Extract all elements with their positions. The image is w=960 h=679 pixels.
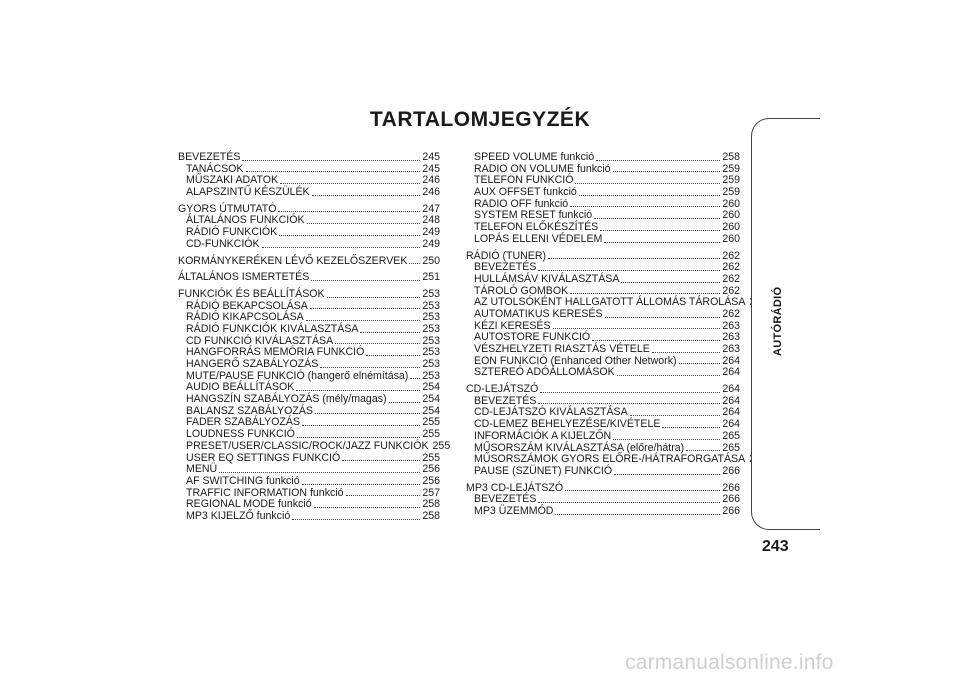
toc-sub-entry[interactable] [178, 359, 440, 371]
toc-entry-label: TANÁCSOK [186, 162, 244, 175]
toc-entry-page: 264 [722, 406, 740, 419]
toc-entry-page: 245 [422, 162, 440, 175]
toc-leader-dots [219, 472, 420, 473]
toc-leader-dots [605, 317, 721, 318]
toc-entry-label: TÁROLÓ GOMBOK [474, 284, 569, 297]
toc-entry-page: 253 [422, 299, 440, 312]
toc-sub-entry[interactable] [466, 466, 740, 478]
toc-entry-page: 251 [422, 271, 440, 284]
toc-entry-page: 258 [422, 509, 440, 522]
toc-entry-label: CD FUNKCIÓ KIVÁLASZTÁSA [186, 334, 334, 347]
toc-entry-label: SZTEREÓ ADÓÁLLOMÁSOK [474, 366, 615, 379]
toc-leader-dots [596, 160, 720, 161]
toc-leader-dots [630, 415, 721, 416]
toc-leader-dots [302, 484, 421, 485]
toc-entry-label: AUTOSTORE FUNKCIÓ [474, 331, 591, 344]
toc-entry-label: REGIONAL MODE funkció [186, 498, 312, 511]
toc-entry-page: 253 [422, 334, 440, 347]
toc-entry-page: 253 [422, 358, 440, 370]
toc-entry-label: BALANSZ SZABÁLYOZÁS [186, 404, 313, 417]
toc-entry-page: 253 [422, 287, 440, 300]
toc-entry-page: 246 [422, 186, 440, 199]
toc-entry-label: AZ UTOLSÓKÉNT HALLGATOTT ÁLLOMÁS TÁROLÁSA [474, 296, 746, 309]
toc-sub-entry[interactable] [466, 344, 740, 356]
section-tab-label: AUTÓRÁDIÓ [772, 286, 784, 356]
toc-entry-page: 264 [722, 394, 740, 407]
toc-entry-label: TELEFON FUNKCIÓ [474, 174, 574, 187]
toc-entry-label: TRAFFIC INFORMATION funkció [186, 486, 344, 499]
toc-leader-dots [409, 263, 420, 264]
toc-entry-label: BEVEZETÉS [474, 261, 537, 274]
toc-entry-page: 250 [422, 254, 440, 267]
toc-leader-dots [592, 340, 720, 341]
toc-entry-page: 253 [422, 322, 440, 335]
toc-entry-page: 247 [422, 202, 440, 215]
toc-entry-page: 264 [722, 354, 740, 367]
toc-section-entry[interactable] [178, 272, 440, 284]
toc-entry-page: 249 [422, 226, 440, 239]
toc-section-entry[interactable] [178, 152, 440, 164]
toc-entry-label: AF SWITCHING funkció [186, 474, 300, 487]
toc-entry-label: MŰSORSZÁMOK GYORS ELŐRE-/HÁTRAFORGATÁSA [474, 453, 746, 466]
toc-leader-dots [553, 328, 721, 329]
page-title: TARTALOMJEGYZÉK [369, 108, 591, 131]
toc-entry-page: 263 [722, 331, 740, 344]
toc-sub-entry[interactable] [466, 187, 740, 199]
toc-leader-dots [570, 293, 720, 294]
toc-entry-label: VÉSZHELYZETI RIASZTÁS VÉTELE [474, 343, 650, 355]
toc-sub-entry[interactable] [178, 239, 440, 251]
toc-leader-dots [662, 427, 720, 428]
toc-sub-entry[interactable] [466, 152, 740, 164]
toc-sub-entry[interactable] [466, 274, 740, 286]
toc-leader-dots [280, 183, 420, 184]
toc-sub-entry[interactable] [178, 511, 440, 523]
toc-leader-dots [360, 332, 420, 333]
toc-entry-page: 246 [422, 174, 440, 187]
toc-entry-page: 263 [722, 343, 740, 355]
toc-entry-label: FADER SZABÁLYOZÁS [186, 416, 301, 429]
toc-leader-dots [613, 439, 720, 440]
toc-leader-dots [310, 308, 420, 309]
toc-entry-page: 262 [722, 249, 740, 262]
toc-entry-label: HANGFORRÁS MEMÓRIA FUNKCIÓ [186, 346, 365, 359]
toc-sub-entry[interactable] [466, 506, 740, 518]
toc-section-entry[interactable] [466, 384, 740, 396]
toc-leader-dots [292, 519, 420, 520]
toc-entry-page: 254 [422, 381, 440, 394]
toc-entry-page: 259 [722, 174, 740, 187]
toc-entry-label: USER EQ SETTINGS FUNKCIÓ [186, 451, 341, 464]
toc-right-column [466, 151, 746, 518]
toc-leader-dots [315, 413, 420, 414]
toc-entry-label: PRESET/USER/CLASSIC/ROCK/JAZZ FUNKCIÓK [186, 439, 429, 452]
toc-leader-dots [686, 450, 720, 451]
toc-leader-dots [679, 363, 721, 364]
toc-leader-dots [538, 403, 720, 404]
toc-leader-dots [579, 195, 720, 196]
toc-entry-page: 264 [722, 418, 740, 431]
toc-leader-dots [312, 195, 421, 196]
toc-leader-dots [389, 402, 421, 403]
toc-entry-page: 255 [422, 451, 440, 464]
toc-leader-dots [614, 474, 720, 475]
toc-entry-page: 255 [432, 439, 451, 452]
toc-entry-page: 266 [722, 504, 740, 517]
toc-entry-page: 262 [722, 284, 740, 297]
toc-leader-dots [342, 460, 420, 461]
toc-entry-label: TELEFON ELŐKÉSZÍTÉS [474, 221, 599, 234]
toc-entry-label: HANGSZÍN SZABÁLYOZÁS (mély/magas) [186, 393, 387, 406]
toc-leader-dots [296, 390, 420, 391]
toc-leader-dots [307, 223, 421, 224]
toc-entry-label: PAUSE (SZÜNET) FUNKCIÓ [474, 464, 613, 477]
toc-entry-label: LOPÁS ELLENI VÉDELEM [474, 232, 603, 245]
toc-section-entry[interactable] [178, 256, 440, 268]
toc-entry-label: MP3 ÜZEMMÓD [474, 504, 554, 517]
toc-entry-label: RÁDIÓ FUNKCIÓK [186, 226, 278, 239]
toc-entry-label: MP3 CD-LEJÁTSZÓ [466, 481, 564, 494]
toc-entry-page: 262 [722, 307, 740, 320]
toc-entry-label: KÉZI KERESÉS [474, 319, 551, 332]
toc-entry-page: 256 [422, 463, 440, 476]
toc-leader-dots [262, 247, 421, 248]
toc-leader-dots [327, 297, 421, 298]
toc-entry-page: 245 [422, 151, 440, 163]
toc-leader-dots [538, 270, 720, 271]
toc-entry-page: 260 [722, 197, 740, 210]
toc-leader-dots [314, 507, 421, 508]
toc-entry-page: 259 [722, 186, 740, 199]
toc-entry-label: SYSTEM RESET funkció [474, 209, 593, 222]
toc-entry-page: 265 [722, 429, 740, 442]
toc-entry-label: RADIO ON VOLUME funkció [474, 162, 611, 175]
toc-entry-label: RÁDIÓ KIKAPCSOLÁSA [186, 311, 304, 324]
toc-leader-dots [652, 352, 720, 353]
toc-entry-label: KORMÁNYKERÉKEN LÉVŐ KEZELŐSZERVEK [178, 254, 408, 267]
toc-entry-page: 266 [722, 493, 740, 506]
toc-entry-page: 266 [722, 481, 740, 494]
toc-entry-page: 254 [422, 404, 440, 417]
toc-leader-dots [594, 218, 720, 219]
toc-leader-dots [335, 343, 420, 344]
toc-leader-dots [279, 235, 420, 236]
toc-leader-dots [548, 258, 720, 259]
toc-entry-label: RÁDIÓ (TUNER) [466, 249, 547, 262]
toc-entry-page: 257 [422, 486, 440, 499]
toc-entry-page: 265 [722, 441, 740, 454]
toc-leader-dots [278, 211, 420, 212]
toc-entry-page: 259 [722, 162, 740, 175]
toc-leader-dots [575, 183, 720, 184]
toc-leader-dots [565, 490, 720, 491]
toc-leader-dots [555, 514, 720, 515]
toc-entry-label: INFORMÁCIÓK A KIJELZŐN [474, 429, 612, 442]
toc-entry-label: GYORS ÚTMUTATÓ [178, 202, 277, 215]
toc-sub-entry[interactable] [178, 324, 440, 336]
toc-entry-label: AUTOMATIKUS KERESÉS [474, 307, 603, 320]
toc-leader-dots [621, 282, 720, 283]
toc-entry-page: 248 [422, 214, 440, 227]
toc-leader-dots [604, 242, 720, 243]
section-tab [751, 118, 820, 530]
toc-entry-page: 260 [722, 232, 740, 245]
toc-sub-entry[interactable] [178, 453, 440, 465]
toc-leader-dots [306, 320, 421, 321]
toc-entry-page: 262 [722, 261, 740, 274]
toc-entry-label: RÁDIÓ FUNKCIÓK KIVÁLASZTÁSA [186, 322, 359, 335]
toc-entry-label: MP3 KIJELZŐ funkció [186, 509, 291, 522]
toc-entry-label: ÁLTALÁNOS FUNKCIÓK [186, 214, 305, 227]
toc-entry-page: 256 [422, 474, 440, 487]
toc-sub-entry[interactable] [178, 439, 451, 453]
toc-leader-dots [366, 355, 420, 356]
toc-entry-page: 255 [422, 416, 440, 429]
toc-entry-page: 264 [722, 383, 740, 396]
toc-entry-label: BEVEZETÉS [178, 151, 241, 163]
toc-entry-page: 253 [422, 311, 440, 324]
toc-entry-page: 255 [422, 428, 440, 441]
toc-entry-page: 254 [422, 393, 440, 406]
toc-entry-label: LOUDNESS FUNKCIÓ [186, 428, 295, 441]
toc-entry-label: ÁLTALÁNOS ISMERTETÉS [178, 271, 310, 284]
toc-leader-dots [538, 502, 720, 503]
toc-leader-dots [242, 160, 420, 161]
toc-leader-dots [570, 206, 720, 207]
toc-entry-label: CD-FUNKCIÓK [186, 237, 260, 250]
toc-entry-page: 258 [422, 498, 440, 511]
toc-entry-label: MŰSZAKI ADATOK [186, 174, 279, 187]
toc-entry-label: HULLÁMSÁV KIVÁLASZTÁSA [474, 272, 620, 285]
toc-entry-page: 253 [422, 346, 440, 359]
toc-entry-label: ALAPSZINTŰ KÉSZÜLÉK [186, 186, 310, 199]
toc-sub-entry[interactable] [466, 309, 740, 321]
toc-sub-entry[interactable] [466, 431, 740, 443]
toc-leader-dots [302, 425, 420, 426]
toc-entry-label: RADIO OFF funkció [474, 197, 569, 210]
toc-leader-dots [297, 437, 420, 438]
toc-entry-label: MENÜ [186, 463, 218, 476]
toc-entry-page: 249 [422, 237, 440, 250]
toc-entry-label: SPEED VOLUME funkció [474, 151, 595, 163]
toc-entry-label: HANGERŐ SZABÁLYOZÁS [186, 358, 319, 370]
toc-left-column [178, 151, 451, 523]
toc-leader-dots [600, 230, 720, 231]
toc-entry-page: 263 [722, 319, 740, 332]
toc-entry-label: MŰSORSZÁM KIVÁLASZTÁSA (előre/hátra) [474, 441, 685, 454]
toc-entry-page: 264 [722, 366, 740, 379]
toc-entry-label: RÁDIÓ BEKAPCSOLÁSA [186, 299, 308, 312]
toc-sub-entry[interactable] [466, 234, 740, 246]
toc-entry-page: 258 [722, 151, 740, 163]
page-number: 243 [762, 538, 789, 555]
toc-section-entry[interactable] [178, 289, 440, 301]
toc-entry-page: 253 [422, 369, 440, 382]
toc-sub-entry[interactable] [178, 476, 440, 488]
toc-entry-label: BEVEZETÉS [474, 394, 537, 407]
toc-sub-entry[interactable] [466, 367, 740, 379]
toc-sub-entry[interactable] [178, 187, 440, 199]
toc-entry-label: AUX OFFSET funkció [474, 186, 577, 199]
toc-entry-page: 266 [722, 464, 740, 477]
toc-sub-entry[interactable] [178, 394, 440, 406]
toc-entry-page: 262 [722, 272, 740, 285]
toc-leader-dots [613, 171, 721, 172]
toc-entry-label: EON FUNKCIÓ (Enhanced Other Network) [474, 354, 677, 367]
toc-entry-label: FUNKCIÓK ÉS BEÁLLÍTÁSOK [178, 287, 325, 300]
watermark: carmanualsonline.info [625, 651, 834, 674]
toc-entry-label: AUDIO BEÁLLÍTÁSOK [186, 381, 295, 394]
toc-leader-dots [311, 280, 420, 281]
toc-entry-label: MUTE/PAUSE FUNKCIÓ (hangerő elnémítása) [186, 369, 409, 382]
toc-leader-dots [246, 171, 421, 172]
toc-entry-label: BEVEZETÉS [474, 493, 537, 506]
toc-entry-label: CD-LEJÁTSZÓ KIVÁLASZTÁSA [474, 406, 628, 419]
toc-entry-page: 260 [722, 209, 740, 222]
toc-leader-dots [410, 378, 420, 379]
toc-entry-label: CD-LEJÁTSZÓ [466, 383, 539, 396]
toc-leader-dots [540, 392, 720, 393]
toc-leader-dots [617, 375, 721, 376]
toc-entry-label: CD-LEMEZ BEHELYEZÉSE/KIVÉTELE [474, 418, 661, 431]
toc-leader-dots [346, 495, 421, 496]
toc-entry-page: 260 [722, 221, 740, 234]
toc-leader-dots [320, 367, 420, 368]
